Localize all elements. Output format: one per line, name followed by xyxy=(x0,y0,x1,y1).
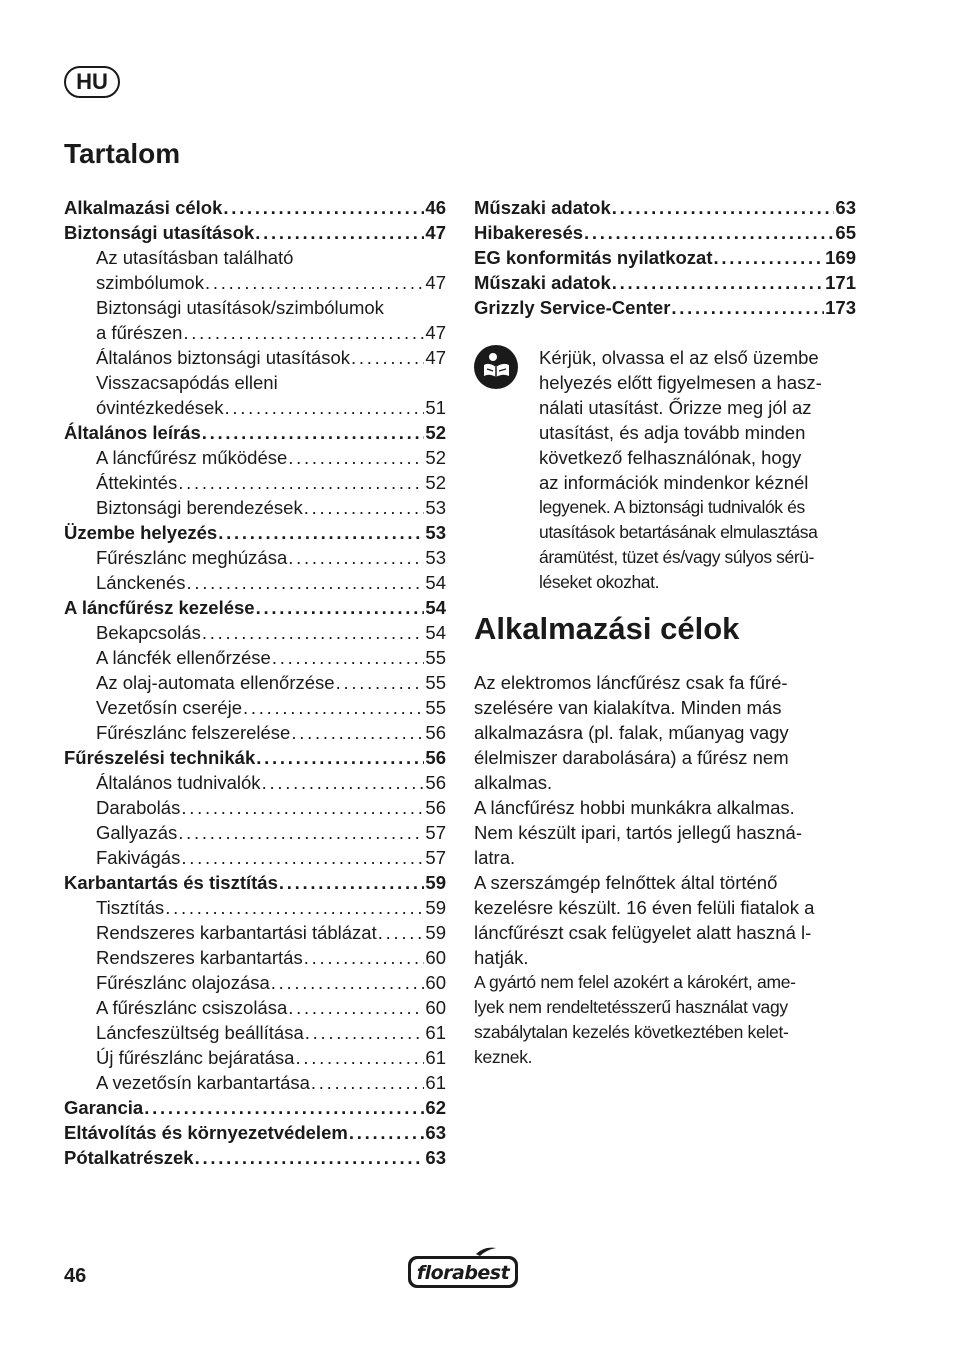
toc-entry xyxy=(64,620,446,645)
toc-entry-row xyxy=(474,270,856,295)
toc-leader-dots xyxy=(349,1120,425,1145)
toc-entry xyxy=(64,420,446,445)
toc-entry-text: Rendszeres karbantartási táblázat xyxy=(96,922,377,943)
toc-leader-dots xyxy=(304,945,425,970)
toc-entry xyxy=(64,970,446,995)
toc-page-number: 54 xyxy=(425,622,446,643)
toc-entry-text: A láncfék ellenőrzése xyxy=(96,647,271,668)
toc-leader-dots xyxy=(671,295,824,320)
toc-entry-text: Fűrészlánc felszerelése xyxy=(96,722,291,743)
toc-page-number: 63 xyxy=(425,1122,446,1143)
toc-page-number: 61 xyxy=(425,1072,446,1093)
toc-leader-dots xyxy=(304,495,425,520)
toc-entry-text: Karbantartás és tisztítás xyxy=(64,872,278,893)
toc-page-number: 59 xyxy=(425,922,446,943)
toc-page-number: 55 xyxy=(425,697,446,718)
toc-entry-row xyxy=(64,720,446,745)
toc-entry-text: Az olaj-automata ellenőrzése xyxy=(96,672,335,693)
toc-entry-row xyxy=(64,970,446,995)
toc-entry xyxy=(64,1045,446,1070)
paragraph-line: szelésére van kialakítva. Minden más xyxy=(474,697,782,718)
toc-entry xyxy=(64,245,446,295)
paragraph-line: láncfűrészt csak felügyelet alatt haszná l- xyxy=(474,922,812,943)
toc-page-number: 55 xyxy=(425,672,446,693)
toc-page-number: 169 xyxy=(825,247,856,268)
read-manual-icon xyxy=(474,345,518,389)
toc-entry-row xyxy=(64,845,446,870)
toc-entry-text: Az utasításban található xyxy=(96,247,294,268)
toc-page-number: 47 xyxy=(425,222,446,243)
toc-entry xyxy=(474,195,856,220)
toc-leader-dots xyxy=(165,895,424,920)
toc-entry xyxy=(64,845,446,870)
toc-entry-text: EG konformitás nyilatkozat xyxy=(474,247,713,268)
toc-page-number: 55 xyxy=(425,647,446,668)
toc-entry-text: Fűrészlánc meghúzása xyxy=(96,547,288,568)
toc-entry xyxy=(474,220,856,245)
toc-leader-dots xyxy=(223,195,424,220)
toc-entry xyxy=(64,295,446,345)
toc-entry-row xyxy=(64,820,446,845)
toc-entry-text: Eltávolítás és környezetvédelem xyxy=(64,1122,348,1143)
toc-entry-row xyxy=(64,270,446,295)
toc-leader-dots xyxy=(336,670,425,695)
toc-leader-dots xyxy=(288,995,424,1020)
toc-leader-dots xyxy=(178,820,424,845)
toc-leader-dots xyxy=(181,845,424,870)
svg-text:florabest: florabest xyxy=(416,1262,510,1284)
toc-entry xyxy=(64,645,446,670)
toc-entry-text: Pótalkatrészek xyxy=(64,1147,194,1168)
toc-leader-dots xyxy=(279,870,425,895)
paragraph-line: A gyártó nem felel azokért a károkért, ame- xyxy=(474,972,796,992)
language-badge: HU xyxy=(64,66,120,98)
toc-leader-dots xyxy=(295,1045,424,1070)
toc-entry-row xyxy=(64,195,446,220)
toc-entry xyxy=(64,345,446,370)
toc-leader-dots xyxy=(144,1095,424,1120)
toc-entry-row xyxy=(64,1145,446,1170)
toc-entry-row xyxy=(64,470,446,495)
toc-leader-dots xyxy=(178,470,424,495)
toc-entry-text: Vezetősín cseréje xyxy=(96,697,243,718)
notice-line: utasítások betartásának elmulasztása xyxy=(539,522,818,542)
toc-page-number: 63 xyxy=(835,197,856,218)
toc-entry-row xyxy=(64,1070,446,1095)
toc-entry-row xyxy=(474,195,856,220)
paragraph-line: élelmiszer darabolására) a fűrész nem xyxy=(474,747,789,768)
toc-entry xyxy=(474,245,856,270)
toc-entry xyxy=(64,795,446,820)
toc-entry xyxy=(64,945,446,970)
toc-entry-text: Új fűrészlánc bejáratása xyxy=(96,1047,295,1068)
toc-entry-row xyxy=(64,895,446,920)
toc-leader-dots xyxy=(288,545,424,570)
toc-page-number: 54 xyxy=(425,572,446,593)
toc-entry xyxy=(64,1145,446,1170)
toc-leader-dots xyxy=(272,645,425,670)
toc-entry-row xyxy=(64,1120,446,1145)
toc-leader-dots xyxy=(311,1070,425,1095)
toc-page-number: 57 xyxy=(425,822,446,843)
toc-page-number: 62 xyxy=(425,1097,446,1118)
toc-page-number: 51 xyxy=(425,397,446,418)
toc-entry-text: Műszaki adatok xyxy=(474,197,611,218)
toc-entry-text: a fűrészen xyxy=(96,322,183,343)
notice-line: áramütést, tüzet és/vagy súlyos sérü- xyxy=(539,547,815,567)
toc-entry-text: Grizzly Service-Center xyxy=(474,297,671,318)
toc-entry xyxy=(64,770,446,795)
notice-line: nálati utasítást. Őrizze meg jól az xyxy=(539,397,812,418)
toc-page-number: 47 xyxy=(425,347,446,368)
toc-entry xyxy=(64,695,446,720)
toc-entry xyxy=(474,295,856,320)
toc-entry xyxy=(64,820,446,845)
paragraph-line: szabálytalan kezelés következtében kelet- xyxy=(474,1022,789,1042)
toc-page-number: 56 xyxy=(425,722,446,743)
toc-entry-row xyxy=(64,695,446,720)
toc-entry xyxy=(64,1120,446,1145)
toc-page-number: 47 xyxy=(425,322,446,343)
toc-entry-text: Láncfeszültség beállítása xyxy=(96,1022,304,1043)
toc-page-number: 52 xyxy=(425,447,446,468)
toc-entry xyxy=(64,720,446,745)
manual-notice-text xyxy=(539,345,859,595)
toc-entry-text: Gallyazás xyxy=(96,822,178,843)
section-body xyxy=(474,670,859,1070)
toc-page-number: 61 xyxy=(425,1022,446,1043)
toc-entry-text: A vezetősín karbantartása xyxy=(96,1072,310,1093)
toc-entry-text: Tisztítás xyxy=(96,897,165,918)
toc-entry-row xyxy=(64,645,446,670)
toc-entry-text: A láncfűrész működése xyxy=(96,447,288,468)
paragraph-line: alkalmas. xyxy=(474,772,553,793)
notice-line: helyezés előtt figyelmesen a hasz- xyxy=(539,372,822,393)
toc-entry xyxy=(64,895,446,920)
notice-line: az információk mindenkor kéznél xyxy=(539,472,809,493)
toc-entry-text: Visszacsapódás elleni xyxy=(96,372,278,393)
toc-entry-row xyxy=(64,795,446,820)
toc-leader-dots xyxy=(288,445,424,470)
toc-entry xyxy=(64,195,446,220)
toc-entry xyxy=(64,670,446,695)
toc-leader-dots xyxy=(714,245,825,270)
page-number: 46 xyxy=(64,1265,87,1287)
toc-entry-text: Garancia xyxy=(64,1097,144,1118)
toc-leader-dots xyxy=(256,745,424,770)
toc-page-number: 52 xyxy=(425,472,446,493)
toc-leader-dots xyxy=(183,320,424,345)
paragraph-line: latra. xyxy=(474,847,516,868)
toc-leader-dots xyxy=(202,620,425,645)
toc-leader-dots xyxy=(271,970,425,995)
toc-entry-text: Fűrészelési technikák xyxy=(64,747,256,768)
toc-page-number: 56 xyxy=(425,772,446,793)
toc-entry xyxy=(64,920,446,945)
toc-entry-text: Rendszeres karbantartás xyxy=(96,947,303,968)
toc-entry xyxy=(64,445,446,470)
toc-entry-row xyxy=(64,395,446,420)
toc-entry-text: Alkalmazási célok xyxy=(64,197,223,218)
toc-entry xyxy=(64,995,446,1020)
toc-entry-text: Biztonsági utasítások/szimbólumok xyxy=(96,297,384,318)
toc-entry-row xyxy=(64,870,446,895)
toc-leader-dots xyxy=(243,695,424,720)
toc-page-number: 56 xyxy=(425,747,446,768)
florabest-logo xyxy=(406,1244,520,1290)
toc-entry-text: A láncfűrész kezelése xyxy=(64,597,255,618)
paragraph-line: lyek nem rendeltetésszerű használat vagy xyxy=(474,997,788,1017)
toc-leader-dots xyxy=(305,1020,425,1045)
toc-right-column xyxy=(474,195,856,320)
toc-entry xyxy=(64,595,446,620)
toc-page-number: 59 xyxy=(425,897,446,918)
paragraph-line: alkalmazásra (pl. falak, műanyag vagy xyxy=(474,722,789,743)
toc-page-number: 61 xyxy=(425,1047,446,1068)
paragraph-line: kezelésre készült. 16 éven felüli fiatalok a xyxy=(474,897,815,918)
toc-page-number: 53 xyxy=(425,497,446,518)
notice-line: legyenek. A biztonsági tudnivalók és xyxy=(539,497,805,517)
toc-entry xyxy=(64,370,446,420)
paragraph-line: hatják. xyxy=(474,947,529,968)
toc-entry xyxy=(64,1020,446,1045)
toc-entry-text: szimbólumok xyxy=(96,272,204,293)
toc-leader-dots xyxy=(205,270,424,295)
paragraph-line: A szerszámgép felnőttek által történő xyxy=(474,872,778,893)
toc-entry xyxy=(64,745,446,770)
toc-entry-row xyxy=(64,620,446,645)
notice-line: Kérjük, olvassa el az első üzembe xyxy=(539,347,819,368)
toc-entry-row xyxy=(64,1045,446,1070)
toc-entry xyxy=(474,270,856,295)
toc-leader-dots xyxy=(291,720,424,745)
toc-entry xyxy=(64,545,446,570)
toc-entry-row xyxy=(64,345,446,370)
notice-line: következő felhasználónak, hogy xyxy=(539,447,802,468)
toc-entry-row xyxy=(64,770,446,795)
toc-entry-text: Fűrészlánc olajozása xyxy=(96,972,270,993)
toc-entry-text: óvintézkedések xyxy=(96,397,224,418)
toc-entry-row xyxy=(64,945,446,970)
toc-leader-dots xyxy=(351,345,424,370)
toc-leader-dots xyxy=(225,395,425,420)
notice-line: léseket okozhat. xyxy=(539,572,660,592)
toc-leader-dots xyxy=(218,520,424,545)
toc-page-number: 65 xyxy=(835,222,856,243)
toc-entry xyxy=(64,220,446,245)
toc-entry-row xyxy=(64,670,446,695)
toc-page-number: 59 xyxy=(425,872,446,893)
toc-entry-row xyxy=(64,445,446,470)
toc-page-number: 53 xyxy=(425,522,446,543)
toc-page-number: 60 xyxy=(425,997,446,1018)
toc-leader-dots xyxy=(612,270,824,295)
toc-entry xyxy=(64,1070,446,1095)
toc-entry-text: Biztonsági berendezések xyxy=(96,497,303,518)
toc-entry-row xyxy=(474,220,856,245)
paragraph-line: Nem készült ipari, tartós jellegű haszná- xyxy=(474,822,803,843)
toc-entry-text: Hibakeresés xyxy=(474,222,584,243)
notice-line: utasítást, és adja tovább minden xyxy=(539,422,806,443)
toc-title: Tartalom xyxy=(64,138,181,169)
toc-entry xyxy=(64,1095,446,1120)
toc-left-column xyxy=(64,195,446,1170)
toc-entry xyxy=(64,470,446,495)
toc-page-number: 60 xyxy=(425,972,446,993)
toc-entry xyxy=(64,495,446,520)
toc-entry xyxy=(64,520,446,545)
toc-entry-row xyxy=(64,545,446,570)
paragraph-line: keznek. xyxy=(474,1047,533,1067)
toc-entry-row xyxy=(64,420,446,445)
toc-entry-text: Darabolás xyxy=(96,797,181,818)
toc-entry-text: Általános leírás xyxy=(64,422,201,443)
toc-entry-text: Általános tudnivalók xyxy=(96,772,261,793)
toc-page-number: 173 xyxy=(825,297,856,318)
toc-entry-text: Bekapcsolás xyxy=(96,622,201,643)
toc-page-number: 63 xyxy=(425,1147,446,1168)
toc-leader-dots xyxy=(612,195,835,220)
toc-entry-text: A fűrészlánc csiszolása xyxy=(96,997,288,1018)
toc-entry-row xyxy=(64,220,446,245)
toc-leader-dots xyxy=(202,420,425,445)
toc-entry-row xyxy=(64,920,446,945)
toc-entry-row xyxy=(64,320,446,345)
toc-leader-dots xyxy=(262,770,425,795)
toc-page-number: 56 xyxy=(425,797,446,818)
toc-entry-row xyxy=(64,495,446,520)
section-title: Alkalmazási célok xyxy=(474,611,740,646)
toc-leader-dots xyxy=(181,795,424,820)
toc-entry-row xyxy=(64,1020,446,1045)
toc-leader-dots xyxy=(256,595,425,620)
toc-page-number: 53 xyxy=(425,547,446,568)
toc-page-number: 54 xyxy=(425,597,446,618)
toc-entry-row xyxy=(64,745,446,770)
toc-entry-row xyxy=(474,245,856,270)
toc-entry-row xyxy=(474,295,856,320)
toc-entry-text: Műszaki adatok xyxy=(474,272,611,293)
toc-leader-dots xyxy=(255,220,424,245)
toc-entry-text: Biztonsági utasítások xyxy=(64,222,255,243)
toc-entry xyxy=(64,570,446,595)
toc-leader-dots xyxy=(584,220,834,245)
toc-entry-row xyxy=(64,595,446,620)
toc-entry-row xyxy=(64,995,446,1020)
toc-leader-dots xyxy=(378,920,425,945)
toc-page-number: 47 xyxy=(425,272,446,293)
toc-entry xyxy=(64,870,446,895)
toc-entry-row xyxy=(64,570,446,595)
toc-page-number: 46 xyxy=(425,197,446,218)
paragraph-line: Az elektromos láncfűrész csak fa fűré- xyxy=(474,672,788,693)
toc-entry-text: Általános biztonsági utasítások xyxy=(96,347,351,368)
toc-page-number: 60 xyxy=(425,947,446,968)
toc-page-number: 171 xyxy=(825,272,856,293)
toc-page-number: 57 xyxy=(425,847,446,868)
toc-entry-text: Lánckenés xyxy=(96,572,186,593)
toc-leader-dots xyxy=(195,1145,425,1170)
toc-entry-row xyxy=(64,520,446,545)
paragraph-line: A láncfűrész hobbi munkákra alkalmas. xyxy=(474,797,795,818)
toc-entry-text: Üzembe helyezés xyxy=(64,522,218,543)
toc-entry-text: Fakivágás xyxy=(96,847,181,868)
toc-leader-dots xyxy=(186,570,424,595)
toc-page-number: 52 xyxy=(425,422,446,443)
toc-entry-row xyxy=(64,1095,446,1120)
toc-entry-text: Áttekintés xyxy=(96,472,178,493)
